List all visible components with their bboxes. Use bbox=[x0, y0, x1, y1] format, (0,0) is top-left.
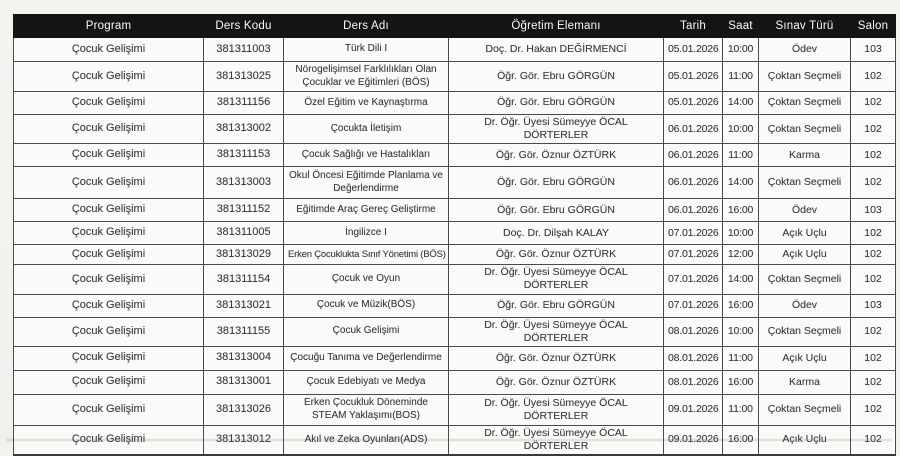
cell-ders_kodu: 381313029 bbox=[204, 245, 284, 265]
cell-saat: 11:00 bbox=[723, 144, 759, 167]
cell-salon: 103 bbox=[851, 199, 896, 222]
cell-ders_kodu: 381311155 bbox=[204, 317, 284, 346]
cell-sinav_turu: Açık Uçlu bbox=[759, 222, 851, 245]
cell-ogretim_elemani: Öğr. Gör. Öznur ÖZTÜRK bbox=[449, 346, 664, 370]
cell-ders_kodu: 381313002 bbox=[204, 115, 284, 144]
cell-sinav_turu: Karma bbox=[759, 144, 851, 167]
cell-ogretim_elemani: Öğr. Gör. Ebru GÖRGÜN bbox=[449, 92, 664, 115]
cell-saat: 14:00 bbox=[723, 265, 759, 294]
cell-sinav_turu: Çoktan Seçmeli bbox=[759, 62, 851, 92]
cell-tarih: 05.01.2026 bbox=[664, 92, 723, 115]
cell-tarih: 08.01.2026 bbox=[664, 317, 723, 346]
table-row bbox=[14, 317, 896, 346]
cell-tarih: 09.01.2026 bbox=[664, 394, 723, 425]
cell-ders_adi: Özel Eğitim ve Kaynaştırma bbox=[284, 92, 449, 115]
cell-ders_kodu: 381311003 bbox=[204, 38, 284, 62]
cell-tarih: 08.01.2026 bbox=[664, 370, 723, 394]
cell-tarih: 08.01.2026 bbox=[664, 346, 723, 370]
cell-salon: 102 bbox=[851, 144, 896, 167]
cell-tarih: 07.01.2026 bbox=[664, 245, 723, 265]
cell-sinav_turu: Karma bbox=[759, 370, 851, 394]
table-row bbox=[14, 370, 896, 394]
cell-sinav_turu: Çoktan Seçmeli bbox=[759, 92, 851, 115]
cell-sinav_turu: Çoktan Seçmeli bbox=[759, 394, 851, 425]
cell-tarih: 06.01.2026 bbox=[664, 199, 723, 222]
table-row bbox=[14, 167, 896, 199]
cell-saat: 12:00 bbox=[723, 245, 759, 265]
cell-saat: 10:00 bbox=[723, 317, 759, 346]
cell-ogretim_elemani: Öğr. Gör. Ebru GÖRGÜN bbox=[449, 167, 664, 199]
table-row bbox=[14, 245, 896, 265]
cell-ogretim_elemani: Doç. Dr. Hakan DEĞİRMENCİ bbox=[449, 38, 664, 62]
cell-ders_adi: Eğitimde Araç Gereç Geliştirme bbox=[284, 199, 449, 222]
cell-ogretim_elemani: Dr. Öğr. Üyesi Sümeyye ÖCAL DÖRTERLER bbox=[449, 115, 664, 144]
cell-ders_kodu: 381313026 bbox=[204, 394, 284, 425]
cell-salon: 102 bbox=[851, 265, 896, 294]
table-row bbox=[14, 346, 896, 370]
cell-ogretim_elemani: Öğr. Gör. Öznur ÖZTÜRK bbox=[449, 370, 664, 394]
cell-saat: 16:00 bbox=[723, 199, 759, 222]
cell-salon: 102 bbox=[851, 115, 896, 144]
table-row bbox=[14, 222, 896, 245]
cell-salon: 102 bbox=[851, 370, 896, 394]
cell-sinav_turu: Çoktan Seçmeli bbox=[759, 167, 851, 199]
cell-ders_adi: Türk Dili I bbox=[284, 38, 449, 62]
cell-ogretim_elemani: Öğr. Gör. Öznur ÖZTÜRK bbox=[449, 144, 664, 167]
cell-salon: 102 bbox=[851, 92, 896, 115]
cell-ders_kodu: 381311153 bbox=[204, 144, 284, 167]
cell-ders_kodu: 381313004 bbox=[204, 346, 284, 370]
cell-program: Çocuk Gelişimi bbox=[14, 245, 204, 265]
cell-program: Çocuk Gelişimi bbox=[14, 62, 204, 92]
cell-sinav_turu: Ödev bbox=[759, 38, 851, 62]
column-header-ders_kodu: Ders Kodu bbox=[204, 15, 284, 38]
cell-saat: 10:00 bbox=[723, 38, 759, 62]
cell-tarih: 06.01.2026 bbox=[664, 115, 723, 144]
cell-salon: 102 bbox=[851, 425, 896, 455]
cell-ders_kodu: 381313001 bbox=[204, 370, 284, 394]
cell-program: Çocuk Gelişimi bbox=[14, 265, 204, 294]
cell-salon: 102 bbox=[851, 62, 896, 92]
column-header-saat: Saat bbox=[723, 15, 759, 38]
table-body bbox=[14, 38, 896, 456]
cell-sinav_turu: Çoktan Seçmeli bbox=[759, 115, 851, 144]
cell-tarih: 07.01.2026 bbox=[664, 294, 723, 317]
cell-salon: 102 bbox=[851, 317, 896, 346]
cell-program: Çocuk Gelişimi bbox=[14, 115, 204, 144]
cell-program: Çocuk Gelişimi bbox=[14, 370, 204, 394]
cell-tarih: 05.01.2026 bbox=[664, 62, 723, 92]
cell-tarih: 07.01.2026 bbox=[664, 222, 723, 245]
cell-ders_kodu: 381313025 bbox=[204, 62, 284, 92]
cell-ders_kodu: 381313021 bbox=[204, 294, 284, 317]
cell-ders_adi: Çocuk ve Oyun bbox=[284, 265, 449, 294]
cell-saat: 10:00 bbox=[723, 222, 759, 245]
column-header-sinav_turu: Sınav Türü bbox=[759, 15, 851, 38]
cell-ogretim_elemani: Öğr. Gör. Ebru GÖRGÜN bbox=[449, 62, 664, 92]
cell-program: Çocuk Gelişimi bbox=[14, 38, 204, 62]
table-row bbox=[14, 38, 896, 62]
cell-saat: 11:00 bbox=[723, 62, 759, 92]
table-row bbox=[14, 92, 896, 115]
cell-salon: 102 bbox=[851, 222, 896, 245]
cell-program: Çocuk Gelişimi bbox=[14, 222, 204, 245]
cell-ders_adi: Çocuk Edebiyatı ve Medya bbox=[284, 370, 449, 394]
table-header bbox=[14, 15, 896, 38]
cell-program: Çocuk Gelişimi bbox=[14, 92, 204, 115]
cell-tarih: 09.01.2026 bbox=[664, 425, 723, 455]
cell-salon: 103 bbox=[851, 294, 896, 317]
cell-saat: 11:00 bbox=[723, 346, 759, 370]
cell-tarih: 05.01.2026 bbox=[664, 38, 723, 62]
cell-ogretim_elemani: Dr. Öğr. Üyesi Sümeyye ÖCAL DÖRTERLER bbox=[449, 317, 664, 346]
cell-ogretim_elemani: Öğr. Gör. Öznur ÖZTÜRK bbox=[449, 245, 664, 265]
column-header-tarih: Tarih bbox=[664, 15, 723, 38]
cell-sinav_turu: Çoktan Seçmeli bbox=[759, 265, 851, 294]
cell-program: Çocuk Gelişimi bbox=[14, 167, 204, 199]
cell-sinav_turu: Açık Uçlu bbox=[759, 245, 851, 265]
cell-ders_kodu: 381311005 bbox=[204, 222, 284, 245]
cell-tarih: 07.01.2026 bbox=[664, 265, 723, 294]
cell-program: Çocuk Gelişimi bbox=[14, 425, 204, 455]
table-row bbox=[14, 199, 896, 222]
cell-sinav_turu: Açık Uçlu bbox=[759, 346, 851, 370]
cell-ogretim_elemani: Dr. Öğr. Üyesi Sümeyye ÖCAL DÖRTERLER bbox=[449, 265, 664, 294]
cell-ders_adi: Erken Çocuklukta Sınıf Yönetimi (BÖS) bbox=[284, 245, 449, 265]
table-row bbox=[14, 265, 896, 294]
cell-sinav_turu: Ödev bbox=[759, 199, 851, 222]
cell-saat: 16:00 bbox=[723, 425, 759, 455]
table-row bbox=[14, 115, 896, 144]
cell-ders_adi: Akıl ve Zeka Oyunları(ADS) bbox=[284, 425, 449, 455]
table-row bbox=[14, 294, 896, 317]
header-row bbox=[14, 15, 896, 38]
cell-ders_kodu: 381311156 bbox=[204, 92, 284, 115]
cell-tarih: 06.01.2026 bbox=[664, 144, 723, 167]
cell-saat: 11:00 bbox=[723, 394, 759, 425]
cell-ders_adi: Çocukta İletişim bbox=[284, 115, 449, 144]
cell-program: Çocuk Gelişimi bbox=[14, 144, 204, 167]
cell-program: Çocuk Gelişimi bbox=[14, 317, 204, 346]
cell-program: Çocuk Gelişimi bbox=[14, 394, 204, 425]
cell-ders_adi: Çocuk Sağlığı ve Hastalıkları bbox=[284, 144, 449, 167]
cell-saat: 14:00 bbox=[723, 92, 759, 115]
cell-salon: 102 bbox=[851, 167, 896, 199]
cell-saat: 14:00 bbox=[723, 167, 759, 199]
cell-salon: 103 bbox=[851, 38, 896, 62]
cell-ders_kodu: 381311154 bbox=[204, 265, 284, 294]
cell-ogretim_elemani: Öğr. Gör. Ebru GÖRGÜN bbox=[449, 199, 664, 222]
column-header-ders_adi: Ders Adı bbox=[284, 15, 449, 38]
cell-ogretim_elemani: Öğr. Gör. Ebru GÖRGÜN bbox=[449, 294, 664, 317]
cell-sinav_turu: Ödev bbox=[759, 294, 851, 317]
cell-ders_adi: Okul Öncesi Eğitimde Planlama ve Değerlendirme bbox=[284, 167, 449, 199]
cell-ders_kodu: 381313012 bbox=[204, 425, 284, 455]
table-row bbox=[14, 144, 896, 167]
column-header-ogretim_elemani: Öğretim Elemanı bbox=[449, 15, 664, 38]
table-row bbox=[14, 394, 896, 425]
cell-ders_adi: Çocuk ve Müzik(BÖS) bbox=[284, 294, 449, 317]
cell-ders_adi: Çocuğu Tanıma ve Değerlendirme bbox=[284, 346, 449, 370]
cell-ders_adi: Çocuk Gelişimi bbox=[284, 317, 449, 346]
cell-program: Çocuk Gelişimi bbox=[14, 199, 204, 222]
cell-program: Çocuk Gelişimi bbox=[14, 346, 204, 370]
cell-ders_kodu: 381311152 bbox=[204, 199, 284, 222]
cell-salon: 102 bbox=[851, 245, 896, 265]
cell-ders_kodu: 381313003 bbox=[204, 167, 284, 199]
column-header-salon: Salon bbox=[851, 15, 896, 38]
cell-ogretim_elemani: Doç. Dr. Dilşah KALAY bbox=[449, 222, 664, 245]
exam-schedule-table bbox=[13, 14, 896, 456]
cell-ogretim_elemani: Dr. Öğr. Üyesi Sümeyye ÖCAL DÖRTERLER bbox=[449, 394, 664, 425]
table-row bbox=[14, 62, 896, 92]
cell-sinav_turu: Açık Uçlu bbox=[759, 425, 851, 455]
cell-saat: 16:00 bbox=[723, 294, 759, 317]
cell-saat: 10:00 bbox=[723, 115, 759, 144]
cell-ders_adi: Erken Çocukluk Döneminde STEAM Yaklaşımı(BOS) bbox=[284, 394, 449, 425]
cell-salon: 102 bbox=[851, 394, 896, 425]
cell-saat: 16:00 bbox=[723, 370, 759, 394]
cell-salon: 102 bbox=[851, 346, 896, 370]
cell-tarih: 06.01.2026 bbox=[664, 167, 723, 199]
cell-program: Çocuk Gelişimi bbox=[14, 294, 204, 317]
cell-sinav_turu: Çoktan Seçmeli bbox=[759, 317, 851, 346]
column-header-program: Program bbox=[14, 15, 204, 38]
cell-ders_adi: İngilizce I bbox=[284, 222, 449, 245]
cell-ders_adi: Nörogelişimsel Farklılıkları Olan Çocuklar ve Eğitimleri (BÖS) bbox=[284, 62, 449, 92]
scan-shadow-line bbox=[6, 439, 892, 441]
cell-ogretim_elemani: Dr. Öğr. Üyesi Sümeyye ÖCAL DÖRTERLER bbox=[449, 425, 664, 455]
